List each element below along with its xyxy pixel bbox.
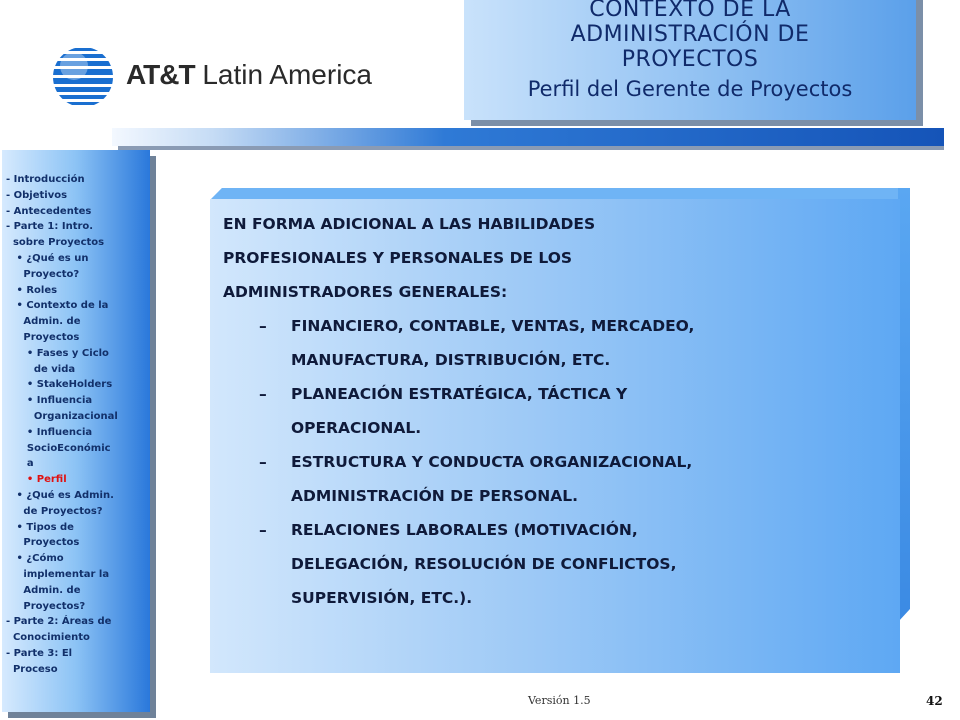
sidebar-item[interactable]: • Roles (6, 284, 58, 296)
title-line-1: CONTEXTO DE LA (589, 0, 791, 22)
intro-line: EN FORMA ADICIONAL A LAS HABILIDADES (223, 215, 596, 233)
sidebar-item[interactable]: • Influencia (6, 426, 93, 438)
sidebar-item[interactable]: implementar la (6, 568, 110, 580)
bullet-line: DELEGACIÓN, RESOLUCIÓN DE CONFLICTOS, (291, 555, 677, 573)
sidebar-item[interactable]: • Perfil (6, 474, 67, 486)
sidebar-item[interactable]: Admin. de (6, 584, 81, 596)
sidebar-item[interactable]: Conocimiento (6, 632, 90, 644)
bullet-line: PLANEACIÓN ESTRATÉGICA, TÁCTICA Y (291, 385, 628, 403)
page-number: 42 (926, 694, 943, 708)
header-bar (112, 128, 944, 146)
bullet-dash: – (259, 385, 267, 403)
sidebar-item[interactable]: • Influencia (6, 395, 93, 407)
sidebar-item[interactable]: Proceso (6, 663, 58, 675)
sidebar-item[interactable]: • ¿Qué es un (6, 252, 89, 264)
bullet-line: ADMINISTRACIÓN DE PERSONAL. (291, 487, 578, 505)
title-line-3: PROYECTOS (621, 47, 759, 72)
logo-text (126, 59, 372, 91)
version-label: Versión 1.5 (528, 694, 591, 707)
sidebar-item[interactable]: - Introducción (6, 174, 85, 185)
bullet-line: SUPERVISIÓN, ETC.). (291, 589, 473, 607)
sidebar-item[interactable]: • Tipos de (6, 521, 74, 533)
title-box (464, 0, 916, 120)
sidebar-item[interactable]: - Objetivos (6, 189, 68, 201)
bar-shadow (118, 146, 944, 150)
sidebar-item[interactable]: Proyecto? (6, 268, 80, 280)
bullet-dash: – (259, 317, 267, 335)
att-logo (52, 46, 372, 110)
sidebar-item[interactable]: de Proyectos? (6, 505, 103, 517)
bullet-item (223, 309, 888, 377)
sidebar-item[interactable]: - Parte 1: Intro. (6, 221, 94, 233)
sidebar-item[interactable]: • ¿Cómo (6, 553, 64, 565)
sidebar-item[interactable]: • Contexto de la (6, 300, 109, 312)
sidebar-item[interactable]: sobre Proyectos (6, 237, 105, 249)
bullet-item (223, 377, 888, 445)
bullet-dash: – (259, 453, 267, 471)
logo-region: Latin America (202, 59, 372, 90)
sidebar-item[interactable]: a (6, 458, 34, 470)
logo-brand: AT&T (126, 59, 195, 90)
sidebar-item[interactable]: • ¿Qué es Admin. (6, 489, 114, 501)
bullet-item (223, 445, 888, 513)
sidebar-item[interactable]: Proyectos (6, 331, 80, 343)
bullet-line: OPERACIONAL. (291, 419, 422, 437)
sidebar-item[interactable]: Proyectos? (6, 600, 86, 612)
sidebar-item[interactable]: Organizacional (6, 410, 118, 422)
bullet-line: FINANCIERO, CONTABLE, VENTAS, MERCADEO, (291, 317, 695, 335)
intro-line: ADMINISTRADORES GENERALES: (223, 283, 508, 301)
bullet-item (223, 513, 888, 615)
sidebar-item[interactable]: • StakeHolders (6, 379, 113, 391)
sidebar-item[interactable]: - Parte 2: Áreas de (6, 616, 112, 628)
sidebar-item[interactable]: Admin. de (6, 316, 81, 328)
sidebar-nav (2, 150, 150, 712)
sidebar-item[interactable]: SocioEconómic (6, 442, 111, 454)
sidebar-item[interactable]: - Antecedentes (6, 205, 92, 217)
sidebar-item[interactable]: - Parte 3: El (6, 647, 73, 659)
bullet-dash: – (259, 521, 267, 539)
title-subtitle: Perfil del Gerente de Proyectos (527, 77, 853, 101)
sidebar-item[interactable]: Proyectos (6, 537, 80, 549)
bullet-list (223, 309, 888, 615)
bullet-line: RELACIONES LABORALES (MOTIVACIÓN, (291, 521, 638, 539)
sidebar-item[interactable]: de vida (6, 363, 76, 375)
bullet-line: MANUFACTURA, DISTRIBUCIÓN, ETC. (291, 351, 611, 369)
intro-line: PROFESIONALES Y PERSONALES DE LOS (223, 249, 573, 267)
sidebar-item[interactable]: • Fases y Ciclo (6, 347, 109, 359)
title-line-2: ADMINISTRACIÓN DE (570, 22, 810, 47)
content-box (210, 199, 900, 673)
bullet-line: ESTRUCTURA Y CONDUCTA ORGANIZACIONAL, (291, 453, 693, 471)
globe-icon (52, 46, 114, 108)
